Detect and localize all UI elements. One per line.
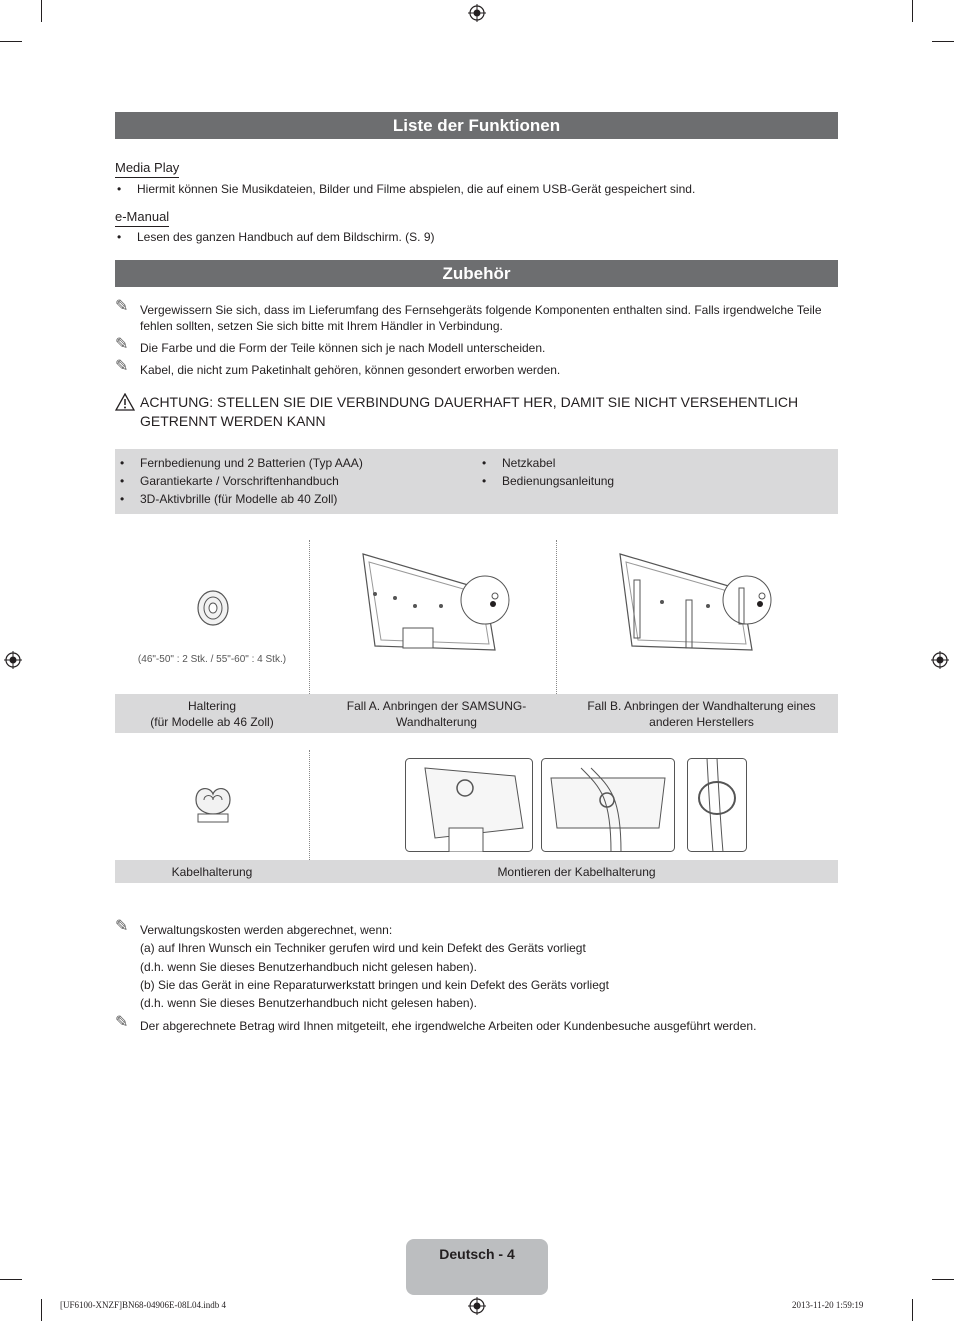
pencil-note-icon: ✎ bbox=[115, 298, 129, 315]
pencil-note-icon: ✎ bbox=[115, 336, 129, 353]
crop-mark bbox=[912, 0, 913, 22]
e-manual-heading: e-Manual bbox=[115, 209, 169, 227]
wall-mount-samsung-illustration bbox=[355, 550, 515, 660]
pencil-note-icon: ✎ bbox=[115, 918, 129, 935]
note-line: (b) Sie das Gerät in eine Reparaturwerkstatt bringen und kein Defekt des Geräts vorliegt bbox=[140, 978, 609, 992]
crop-mark bbox=[912, 1299, 913, 1321]
crop-mark bbox=[0, 1279, 22, 1280]
crop-mark bbox=[932, 1279, 954, 1280]
divider bbox=[309, 540, 310, 694]
holding-ring-note: (46"-50" : 2 Stk. / 55"-60" : 4 Stk.) bbox=[137, 654, 287, 665]
pencil-note-icon: ✎ bbox=[115, 358, 129, 375]
note bbox=[115, 358, 838, 378]
note-text: Verwaltungskosten werden abgerechnet, wenn: bbox=[140, 923, 393, 937]
wall-mount-other-illustration bbox=[612, 550, 782, 660]
cable-holder-illustration bbox=[190, 780, 236, 826]
page-number: Deutsch - 4 bbox=[439, 1246, 515, 1262]
caption-case-b: Fall B. Anbringen der Wandhalterung eines anderen Herstellers bbox=[587, 699, 816, 729]
crop-mark bbox=[0, 41, 22, 42]
registration-mark-icon bbox=[468, 1297, 486, 1315]
caption-case-a: Fall A. Anbringen der SAMSUNG- Wandhalterung bbox=[346, 699, 527, 729]
note bbox=[115, 298, 838, 334]
note bbox=[115, 336, 838, 356]
divider bbox=[309, 750, 310, 860]
cable-mount-step-2 bbox=[541, 758, 675, 852]
file-info: [UF6100-XNZF]BN68-04906E-08L04.indb 4 bbox=[60, 1300, 226, 1310]
cable-mount-step-1 bbox=[405, 758, 533, 852]
caption-holding-ring: Haltering (für Modelle ab 46 Zoll) bbox=[150, 699, 274, 729]
warning-text: ACHTUNG: STELLEN SIE DIE VERBINDUNG DAUERHAFT HER, DAMIT SIE NICHT VERSEHENTLICH GETRENNT WERDEN KANN bbox=[140, 394, 799, 429]
divider bbox=[556, 540, 557, 694]
crop-mark bbox=[41, 0, 42, 22]
warning-triangle-icon bbox=[115, 393, 135, 411]
note-line: (d.h. wenn Sie dieses Benutzerhandbuch nicht gelesen haben). bbox=[140, 996, 477, 1010]
note-text: Kabel, die nicht zum Paketinhalt gehören, können gesondert erworben werden. bbox=[140, 363, 561, 377]
media-play-text: Hiermit können Sie Musikdateien, Bilder und Filme abspielen, die auf einem USB-Gerät gespeichert sind. bbox=[137, 182, 696, 196]
crop-mark bbox=[41, 1299, 42, 1321]
registration-mark-icon bbox=[931, 651, 949, 669]
holding-ring-illustration bbox=[195, 588, 231, 628]
note bbox=[115, 918, 838, 938]
crop-mark bbox=[932, 41, 954, 42]
registration-mark-icon bbox=[468, 4, 486, 22]
section-title-funktionen: Liste der Funktionen bbox=[115, 112, 838, 139]
note bbox=[115, 1014, 838, 1034]
e-manual-text: Lesen des ganzen Handbuch auf dem Bildschirm. (S. 9) bbox=[137, 230, 435, 244]
note-line: (d.h. wenn Sie dieses Benutzerhandbuch nicht gelesen haben). bbox=[140, 960, 477, 974]
note-text: Die Farbe und die Form der Teile können sich je nach Modell unterscheiden. bbox=[140, 341, 546, 355]
media-play-heading: Media Play bbox=[115, 160, 179, 178]
caption-cable-mount: Montieren der Kabelhalterung bbox=[497, 865, 656, 879]
warning bbox=[115, 393, 825, 431]
section-title-zubehoer: Zubehör bbox=[115, 260, 838, 287]
note-text: Der abgerechnete Betrag wird Ihnen mitgeteilt, ehe irgendwelche Arbeiten oder Kundenbesuche ausgeführt werden. bbox=[140, 1019, 757, 1033]
note-text: Vergewissern Sie sich, dass im Lieferumfang des Fernsehgeräts folgende Komponenten enthalten sind. Falls irgendwelche Teile fehlen sollten, setzen Sie sich bitte mit Ihrem Händler in Verbindung. bbox=[140, 303, 822, 333]
registration-mark-icon bbox=[4, 651, 22, 669]
timestamp: 2013-11-20 1:59:19 bbox=[792, 1300, 864, 1310]
note-line: (a) auf Ihren Wunsch ein Techniker gerufen wird und kein Defekt des Geräts vorliegt bbox=[140, 941, 586, 955]
pencil-note-icon: ✎ bbox=[115, 1014, 129, 1031]
cable-mount-step-3 bbox=[687, 758, 747, 852]
caption-cable-holder: Kabelhalterung bbox=[171, 865, 253, 879]
